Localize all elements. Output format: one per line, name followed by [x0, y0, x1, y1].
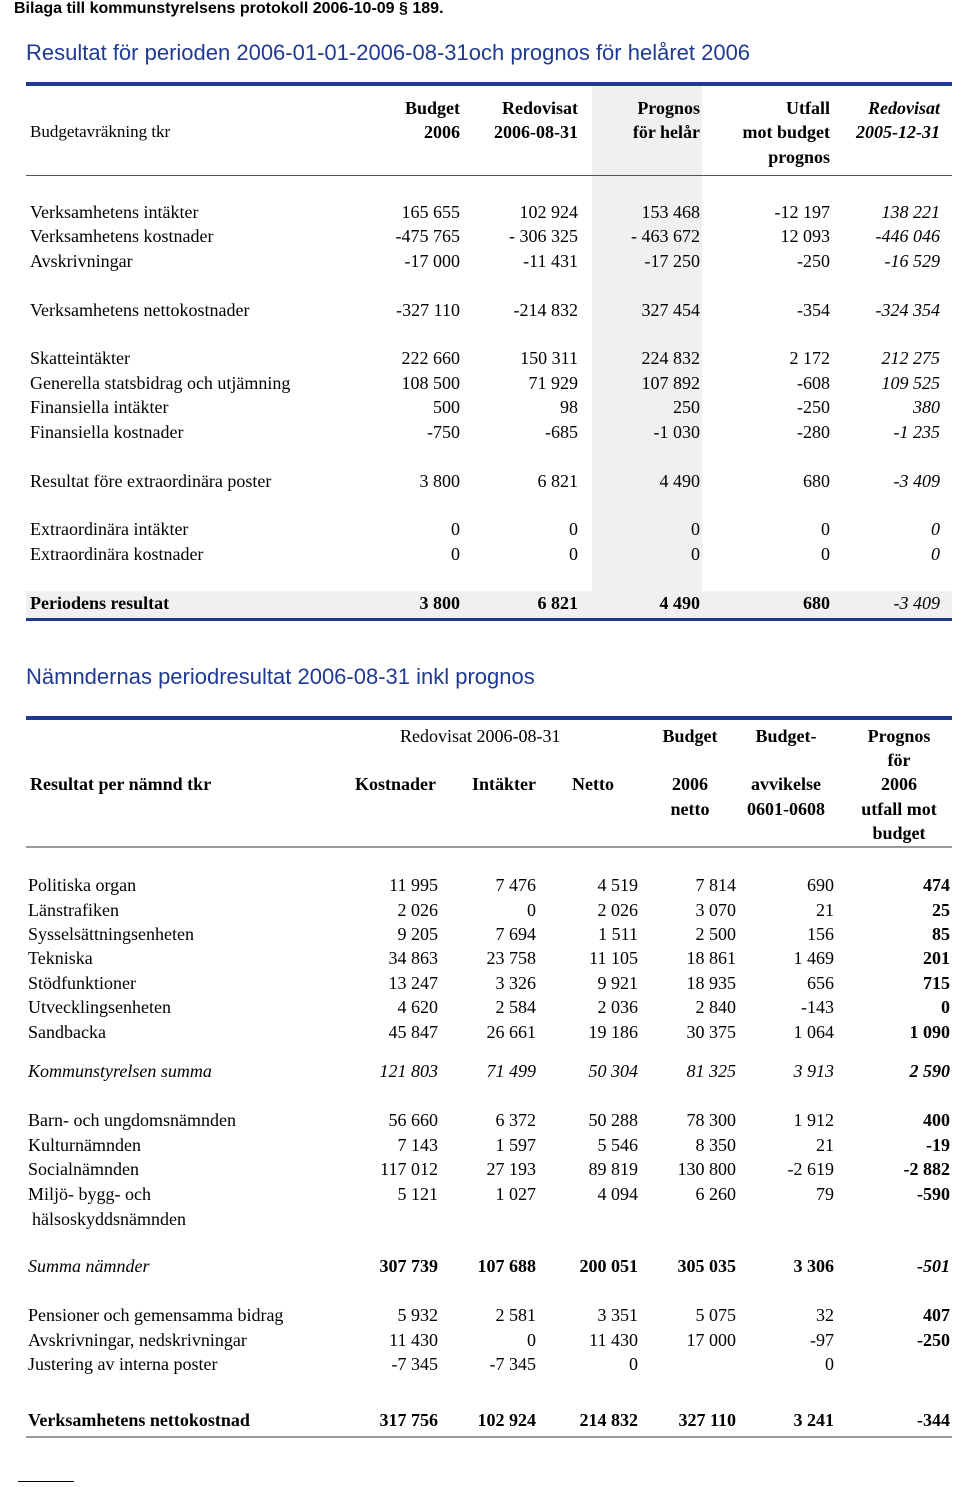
t2-row-value: 21: [816, 900, 834, 920]
t1-row-value: 327 454: [641, 300, 700, 320]
table1-bottom-rule: [26, 618, 952, 621]
t2-row-value: -7 345: [391, 1354, 438, 1374]
t2-row-value: 2 581: [495, 1305, 536, 1325]
t1-row-value: - 306 325: [509, 226, 578, 246]
t2-row-value: 13 247: [388, 973, 438, 993]
t2-row-value: 1 064: [793, 1022, 834, 1042]
t2-row-value: -344: [917, 1410, 950, 1430]
t1-header-utfall: Utfall: [786, 98, 830, 118]
t2-row-value: 200 051: [579, 1256, 638, 1276]
t2-row-label: Socialnämnden: [28, 1159, 139, 1179]
t1-row-value: -327 110: [396, 300, 460, 320]
t2-row-label: Avskrivningar, nedskrivningar: [28, 1330, 247, 1350]
t2-header-avvikelse-period: 0601-0608: [747, 799, 825, 819]
t2-row-value: 102 924: [477, 1410, 536, 1430]
t1-row-value: 224 832: [641, 348, 700, 368]
t2-row-label: Länstrafiken: [28, 900, 119, 920]
t1-row-value: 0: [569, 544, 578, 564]
t1-row-value: -250: [797, 251, 830, 271]
t2-row-value: 474: [923, 875, 950, 895]
t1-row-value: 2 172: [789, 348, 830, 368]
t1-row-value: 71 929: [528, 373, 578, 393]
t1-row-value: -12 197: [774, 202, 830, 222]
t1-header-redovisat: Redovisat: [502, 98, 578, 118]
t2-row-value: 156: [807, 924, 834, 944]
t1-row-value: 109 525: [881, 373, 940, 393]
t2-row-value: 1 597: [495, 1135, 536, 1155]
t2-row-value: 9 921: [597, 973, 638, 993]
t1-row-value: 98: [560, 397, 578, 417]
t2-row-value: 19 186: [588, 1022, 638, 1042]
t2-row-value: 7 814: [695, 875, 736, 895]
t2-row-value: 6 260: [695, 1184, 736, 1204]
t2-header-group: Redovisat 2006-08-31: [400, 726, 561, 746]
t2-row-label: Sandbacka: [28, 1022, 106, 1042]
t2-row-value: 2 590: [909, 1061, 950, 1081]
t2-header-avvikelse-word: avvikelse: [751, 774, 821, 794]
t1-row-label: Resultat före extraordinära poster: [30, 471, 272, 491]
t2-row-label: Verksamhetens nettokostnad: [28, 1410, 250, 1430]
t2-row-value: 3 326: [495, 973, 536, 993]
t2-row-value: 1 090: [909, 1022, 950, 1042]
t1-row-value: -17 250: [644, 251, 700, 271]
t2-row-value: 34 863: [388, 948, 438, 968]
t1-row-value: 4 490: [659, 593, 700, 613]
t2-row-value: 107 688: [477, 1256, 536, 1276]
t1-row-value: -280: [797, 422, 830, 442]
t2-row-value: 130 800: [677, 1159, 736, 1179]
t2-header-budget: Budget: [662, 726, 718, 746]
t1-header-rule: [26, 175, 952, 176]
t2-row-label: Kulturnämnden: [28, 1135, 141, 1155]
t2-row-value: 317 756: [379, 1410, 438, 1430]
t1-row-value: -475 765: [395, 226, 460, 246]
t2-row-value: 1 027: [495, 1184, 536, 1204]
t2-row-value: 25: [932, 900, 950, 920]
t2-row-value: 18 935: [686, 973, 736, 993]
t2-row-value: 56 660: [388, 1110, 438, 1130]
t2-row-value: 81 325: [686, 1061, 736, 1081]
t2-row-value: 7 476: [495, 875, 536, 895]
t1-header-budget-year: 2006: [424, 122, 460, 142]
t2-row-value: 3 070: [695, 900, 736, 920]
t2-header-budget-year: 2006: [672, 774, 708, 794]
t1-header-redovisat-prev: Redovisat: [868, 98, 940, 118]
t2-row-value: 214 832: [579, 1410, 638, 1430]
t2-row-label: Utvecklingsenheten: [28, 997, 171, 1017]
t2-row-value: 32: [816, 1305, 834, 1325]
t2-header-budget-netto: netto: [670, 799, 710, 819]
t2-row-value: 0: [527, 900, 536, 920]
t1-row-label: Avskrivningar: [30, 251, 133, 271]
t2-row-value: 5 932: [397, 1305, 438, 1325]
t1-row-value: 0: [931, 519, 940, 539]
t2-row-value: 117 012: [380, 1159, 438, 1179]
t1-header-budget: Budget: [404, 98, 460, 118]
t2-row-value: 201: [923, 948, 950, 968]
t2-row-value: 407: [923, 1305, 950, 1325]
t1-row-value: 165 655: [401, 202, 460, 222]
t1-row-value: -17 000: [404, 251, 460, 271]
t2-row-value: 85: [932, 924, 950, 944]
t2-row-value: 3 913: [793, 1061, 834, 1081]
t2-row-value: 11 430: [389, 1330, 438, 1350]
t2-row-value: 307 739: [379, 1256, 438, 1276]
t1-row-value: 12 093: [780, 226, 830, 246]
t2-row-value: 4 094: [597, 1184, 638, 1204]
t1-row-value: 212 275: [881, 348, 940, 368]
t2-row-value: 11 995: [389, 875, 438, 895]
t2-row-value: 0: [629, 1354, 638, 1374]
t2-row-value: 656: [807, 973, 834, 993]
t1-row-label: Finansiella kostnader: [30, 422, 184, 442]
t1-row-value: 380: [913, 397, 940, 417]
t1-row-value: -3 409: [893, 471, 940, 491]
t2-row-value: 11 105: [589, 948, 638, 968]
t1-row-value: -3 409: [893, 593, 940, 613]
t2-row-value: 8 350: [695, 1135, 736, 1155]
t2-row-value: 4 620: [397, 997, 438, 1017]
t2-row-value: 3 241: [793, 1410, 834, 1430]
t1-row-value: -446 046: [875, 226, 940, 246]
t1-row-label: Generella statsbidrag och utjämning: [30, 373, 291, 393]
t2-row-value: 18 861: [686, 948, 736, 968]
t2-row-label: Pensioner och gemensamma bidrag: [28, 1305, 284, 1325]
t2-row-value: 4 519: [597, 875, 638, 895]
t2-row-value: 78 300: [686, 1110, 736, 1130]
t2-row-value: 45 847: [388, 1022, 438, 1042]
t2-row-value: 121 803: [379, 1061, 438, 1081]
t1-row-label: Verksamhetens intäkter: [30, 202, 199, 222]
t2-row-value: 3 306: [793, 1256, 834, 1276]
t1-row-value: 3 800: [419, 593, 460, 613]
t1-row-value: 108 500: [401, 373, 460, 393]
t2-row-label: Politiska organ: [28, 875, 137, 895]
t1-header-label: Budgetavräkning tkr: [30, 122, 171, 141]
t2-row-label: Barn- och ungdomsnämnden: [28, 1110, 236, 1130]
t2-row-value: 690: [807, 875, 834, 895]
t1-row-value: 0: [931, 544, 940, 564]
t1-row-value: 3 800: [419, 471, 460, 491]
t2-row-value: 79: [816, 1184, 834, 1204]
t1-row-value: -324 354: [875, 300, 940, 320]
t1-row-value: 4 490: [659, 471, 700, 491]
t2-header-prognos-for: för: [887, 750, 911, 770]
t1-row-value: 0: [691, 544, 700, 564]
t2-header-label: Resultat per nämnd tkr: [30, 774, 212, 794]
section1-title: Resultat för perioden 2006-01-01-2006-08-31och prognos för helåret 2006: [26, 40, 751, 65]
t1-row-label: Verksamhetens nettokostnader: [30, 300, 250, 320]
t2-row-value: 1 511: [598, 924, 638, 944]
t2-row-value: 30 375: [686, 1022, 736, 1042]
t2-header-prognos-budget: budget: [872, 823, 926, 843]
t2-row-value: 7 694: [495, 924, 536, 944]
t1-row-value: -16 529: [884, 251, 940, 271]
t1-row-label: Skatteintäkter: [30, 348, 130, 368]
table1-top-rule: [26, 82, 952, 86]
t1-row-value: 680: [803, 471, 830, 491]
t2-row-label: Summa nämnder: [28, 1256, 150, 1276]
t2-row-label: Miljö- bygg- och: [28, 1184, 151, 1204]
t2-row-value: 7 143: [397, 1135, 438, 1155]
t2-row-value: 3 351: [597, 1305, 638, 1325]
t1-row-value: -750: [427, 422, 460, 442]
t1-header-utfall-budget: mot budget: [742, 122, 830, 142]
t1-row-value: 0: [451, 544, 460, 564]
t1-row-value: 102 924: [519, 202, 578, 222]
t1-row-value: 0: [569, 519, 578, 539]
t1-row-label: Finansiella intäkter: [30, 397, 169, 417]
t1-row-value: 0: [821, 544, 830, 564]
t1-row-value: 153 468: [641, 202, 700, 222]
t2-row-value: 327 110: [678, 1410, 736, 1430]
t1-row-value: 500: [433, 397, 460, 417]
t1-row-value: 0: [821, 519, 830, 539]
t2-row-value: 0: [527, 1330, 536, 1350]
t2-row-label: Kommunstyrelsen summa: [28, 1061, 212, 1081]
t1-row-value: 250: [673, 397, 700, 417]
t1-row-value: -608: [797, 373, 830, 393]
t1-row-value: - 463 672: [631, 226, 700, 246]
t2-header-netto: Netto: [572, 774, 614, 794]
t2-row-value: -7 345: [489, 1354, 536, 1374]
t1-row-value: 0: [451, 519, 460, 539]
t2-header-intakter: Intäkter: [472, 774, 536, 794]
t2-row-value: 0: [825, 1354, 834, 1374]
t1-row-value: -1 030: [653, 422, 700, 442]
t1-header-prognos: Prognos: [637, 98, 700, 118]
t1-row-label: Verksamhetens kostnader: [30, 226, 214, 246]
t2-row-value: 305 035: [677, 1256, 736, 1276]
t2-row-value: 50 304: [588, 1061, 638, 1081]
t2-header-avvikelse: Budget-: [755, 726, 817, 746]
t2-row-value: -2 619: [787, 1159, 834, 1179]
t1-row-value: 6 821: [537, 593, 578, 613]
t1-row-label: Extraordinära kostnader: [30, 544, 204, 564]
t2-row-value: 23 758: [486, 948, 536, 968]
t2-row-value: 0: [941, 997, 950, 1017]
t2-row-value: 11 430: [589, 1330, 638, 1350]
t2-row-value: 2 026: [597, 900, 638, 920]
t2-row-value: 5 121: [397, 1184, 438, 1204]
t1-row-value: 150 311: [520, 348, 578, 368]
t1-row-value: 6 821: [537, 471, 578, 491]
t2-row-value: 2 840: [695, 997, 736, 1017]
t2-row-value: -2 882: [903, 1159, 950, 1179]
t1-header-redovisat-prev-date: 2005-12-31: [856, 122, 940, 142]
t2-row-value: 5 075: [695, 1305, 736, 1325]
t2-row-value: 6 372: [495, 1110, 536, 1130]
t1-row-label: Periodens resultat: [30, 593, 170, 613]
t1-row-value: -250: [797, 397, 830, 417]
t2-row-value: -19: [926, 1135, 950, 1155]
t1-row-value: -354: [797, 300, 830, 320]
t2-row-value: 2 036: [597, 997, 638, 1017]
t2-row-value: 50 288: [588, 1110, 638, 1130]
table2-top-rule: [26, 716, 952, 720]
t2-row-value: 400: [923, 1110, 950, 1130]
t1-row-value: -11 431: [523, 251, 578, 271]
t2-row-value: 2 584: [495, 997, 536, 1017]
t2-row-value: 26 661: [486, 1022, 536, 1042]
table2-bottom-rule: [26, 1436, 952, 1438]
t1-row-value: 222 660: [401, 348, 460, 368]
t1-row-value: 138 221: [881, 202, 940, 222]
t2-row-value: -97: [810, 1330, 834, 1350]
t1-row-value: 680: [803, 593, 830, 613]
t2-row-value: 2 500: [695, 924, 736, 944]
t2-row-value: 1 912: [793, 1110, 834, 1130]
t1-row-value: 107 892: [641, 373, 700, 393]
t2-header-prognos-year: 2006: [881, 774, 917, 794]
t2-row-value: 89 819: [588, 1159, 638, 1179]
t2-header-rule: [26, 846, 952, 848]
t2-row-value: -143: [801, 997, 834, 1017]
section2-title: Nämndernas periodresultat 2006-08-31 inkl prognos: [26, 664, 535, 689]
t2-row-value: 71 499: [486, 1061, 536, 1081]
t2-row-value: 1 469: [793, 948, 834, 968]
t2-row-value: 2 026: [397, 900, 438, 920]
t1-row-value: -214 832: [513, 300, 578, 320]
t1-header-redovisat-date: 2006-08-31: [494, 122, 578, 142]
t2-row-value: -501: [917, 1256, 950, 1276]
t2-row-value: 9 205: [397, 924, 438, 944]
t2-row-value: 5 546: [597, 1135, 638, 1155]
t1-row-label: Extraordinära intäkter: [30, 519, 189, 539]
t1-row-value: -1 235: [893, 422, 940, 442]
t2-row-label: Justering av interna poster: [28, 1354, 218, 1374]
t1-row-value: -685: [545, 422, 578, 442]
t2-row-label-continued: hälsoskyddsnämnden: [32, 1209, 186, 1229]
t2-row-label: Sysselsättningsenheten: [28, 924, 194, 944]
t1-row-value: 0: [691, 519, 700, 539]
t2-row-value: -250: [917, 1330, 950, 1350]
footnote-rule: [18, 1481, 74, 1482]
t1-header-prognos-helar: för helår: [632, 122, 700, 142]
document-header: Bilaga till kommunstyrelsens protokoll 2006-10-09 § 189.: [14, 0, 444, 17]
t2-row-label: Tekniska: [28, 948, 93, 968]
t2-row-value: -590: [917, 1184, 950, 1204]
t2-header-kostnader: Kostnader: [355, 774, 436, 794]
t2-header-prognos: Prognos: [867, 726, 931, 746]
t1-header-utfall-prognos: prognos: [768, 147, 830, 167]
t2-row-value: 17 000: [686, 1330, 736, 1350]
t2-row-value: 27 193: [486, 1159, 536, 1179]
t2-row-value: 715: [923, 973, 950, 993]
t2-row-value: 21: [816, 1135, 834, 1155]
t2-row-label: Stödfunktioner: [28, 973, 136, 993]
t2-header-prognos-utfall: utfall mot: [861, 799, 937, 819]
